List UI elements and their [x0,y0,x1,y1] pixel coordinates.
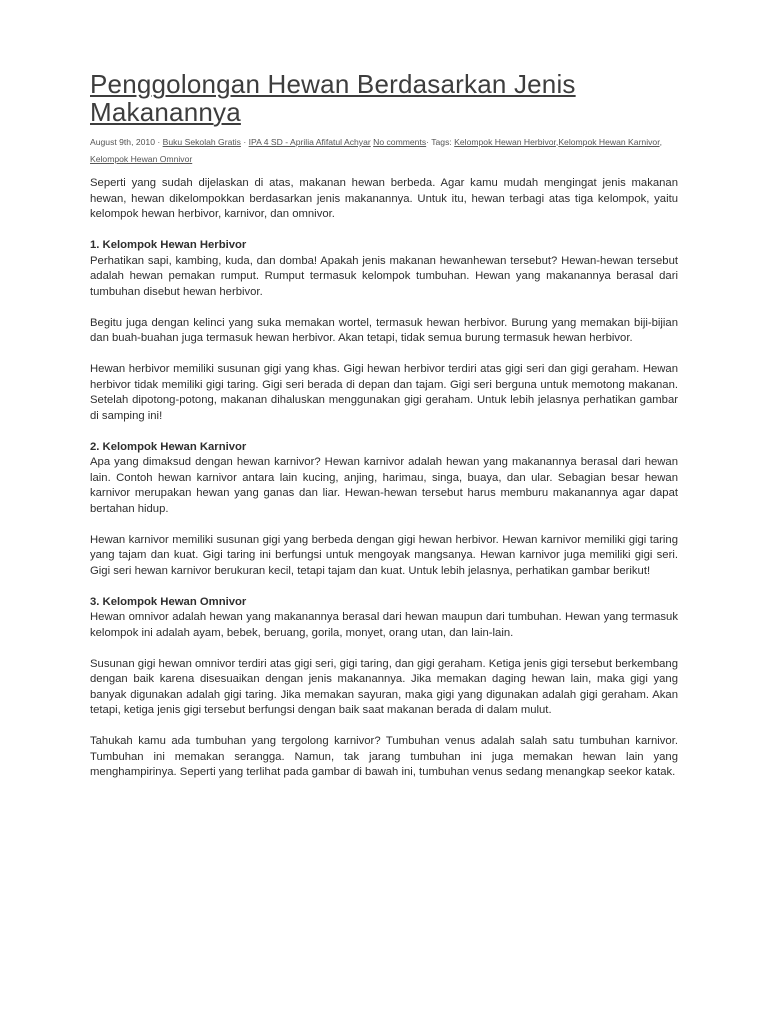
article-body [90,176,678,781]
meta-separator: · [240,137,249,147]
tags-label: · Tags: [426,137,455,147]
paragraph: Susunan gigi hewan omnivor terdiri atas gigi seri, gigi taring, dan gigi geraham. Ketiga jenis gigi tersebut berkembang dengan baik karena disesuaikan dengan jenis makanannya. Jika memakan daging hewan lain, maka gigi yang banyak digunakan adalah gigi taring. Jika memakan sayuran, maka gigi yang digunakan adalah gigi geraham. Akan tetapi, ketiga jenis gigi tersebut berfungsi dengan baik saat makanan berada di dalam mulut. [90,657,678,716]
article-meta [90,134,678,168]
section-heading-herbivor: 1. Kelompok Hewan Herbivor [90,239,247,251]
tag-link-omnivor[interactable]: Kelompok Hewan Omnivor [90,154,193,164]
tag-separator: , [555,137,559,147]
comments-link[interactable]: No comments [373,137,427,147]
intro-paragraph: Seperti yang sudah dijelaskan di atas, makanan hewan berbeda. Agar kamu mudah mengingat jenis makanan hewan, hewan dikelompokkan berdasarkan jenis makanannya. Untuk itu, hewan terbagi atas tiga kelompok, yaitu kelompok hewan herbivor, karnivor, dan omnivor. [90,177,678,220]
tag-link-karnivor[interactable]: Kelompok Hewan Karnivor [558,137,660,147]
section-heading-omnivor: 3. Kelompok Hewan Omnivor [90,595,247,608]
paragraph: Perhatikan sapi, kambing, kuda, dan domba! Apakah jenis makanan hewanhewan tersebut? Hewan-hewan tersebut adalah hewan pemakan rumput. Rumput termasuk kelompok tumbuhan. Hewan yang makanannya berasal dari tumbuhan disebut hewan herbivor. [90,254,678,298]
article [90,70,678,796]
category-link[interactable]: Buku Sekolah Gratis [162,137,241,147]
paragraph: Hewan omnivor adalah hewan yang makanannya berasal dari hewan maupun dari tumbuhan. Hewan yang termasuk kelompok ini adalah ayam, bebek, beruang, gorila, monyet, orang utan, dan lain-lain. [90,611,678,639]
paragraph: Begitu juga dengan kelinci yang suka memakan wortel, termasuk hewan herbivor. Burung yang memakan biji-bijian dan buah-buahan juga termasuk hewan herbivor. Akan tetapi, tidak semua burung termasuk hewan herbivor. [90,316,678,344]
section-heading-karnivor: 2. Kelompok Hewan Karnivor [90,440,247,453]
paragraph: Tahukah kamu ada tumbuhan yang tergolong karnivor? Tumbuhan venus adalah salah satu tumbuhan karnivor. Tumbuhan ini memakan serangga. Namun, tak jarang tumbuhan ini juga memakan hewan lain yang menghampirinya. Seperti yang terlihat pada gambar di bawah ini, tumbuhan venus sedang menangkap seekor katak. [90,735,678,778]
post-date: August 9th, 2010 [90,137,155,147]
tag-link-herbivor[interactable]: Kelompok Hewan Herbivor [454,137,556,147]
article-title[interactable]: Penggolongan Hewan Berdasarkan Jenis Makanannya [90,69,576,127]
author-link[interactable]: IPA 4 SD - Aprilia Afifatul Achyar [248,137,371,147]
meta-separator: · [154,137,163,147]
paragraph: Apa yang dimaksud dengan hewan karnivor? Hewan karnivor adalah hewan yang makanannya berasal dari hewan lain. Contoh hewan karnivor antara lain kucing, anjing, harimau, singa, buaya, dan ular. Sebagian besar hewan karnivor merupakan hewan yang ganas dan liar. Hewan-hewan tersebut harus memburu makanannya agar dapat bertahan hidup. [90,456,678,515]
paragraph: Hewan karnivor memiliki susunan gigi yang berbeda dengan gigi hewan herbivor. Hewan karnivor memiliki gigi taring yang tajam dan kuat. Gigi taring ini berfungsi untuk mengoyak mangsanya. Hewan karnivor juga memiliki gigi seri. Gigi seri hewan karnivor berukuran kecil, tetapi tajam dan kuat. Untuk lebih jelasnya, perhatikan gambar berikut! [90,533,678,577]
paragraph: Hewan herbivor memiliki susunan gigi yang khas. Gigi hewan herbivor terdiri atas gigi seri dan gigi geraham. Hewan herbivor tidak memiliki gigi taring. Gigi seri berada di depan dan tajam. Gigi seri berguna untuk memotong makanan. Setelah dipotong-potong, makanan dihaluskan menggunakan gigi geraham. Untuk lebih jelasnya perhatikan gambar di samping ini! [90,363,678,422]
tag-separator: , [659,137,662,147]
